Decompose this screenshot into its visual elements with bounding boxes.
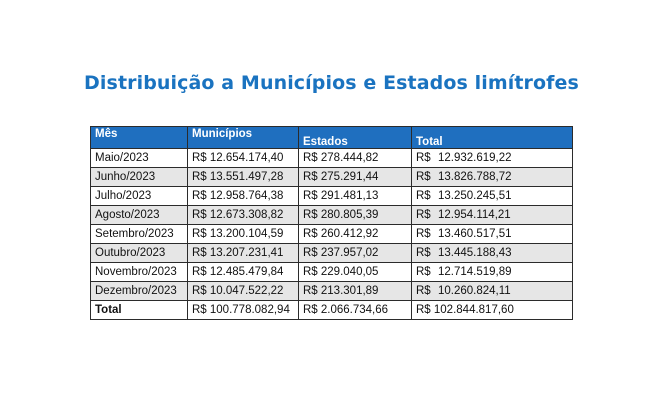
cell-municipios: R$ 12.673.308,82 <box>188 206 299 225</box>
table-row <box>91 149 573 168</box>
header-total: Total <box>412 127 573 149</box>
cell-mes: Julho/2023 <box>91 187 188 206</box>
cell-municipios: R$ 12.958.764,38 <box>188 187 299 206</box>
cell-mes: Junho/2023 <box>91 168 188 187</box>
table-row <box>91 225 573 244</box>
currency-symbol: R$ <box>416 152 431 164</box>
cell-total-label: Total <box>91 301 188 320</box>
cell-municipios: R$ 12.485.479,84 <box>188 263 299 282</box>
cell-total-estados: R$ 2.066.734,66 <box>299 301 412 320</box>
cell-municipios: R$ 12.654.174,40 <box>188 149 299 168</box>
cell-municipios: R$ 13.207.231,41 <box>188 244 299 263</box>
cell-estados: R$ 280.805,39 <box>299 206 412 225</box>
table-row <box>91 282 573 301</box>
cell-total <box>412 263 573 282</box>
cell-total <box>412 168 573 187</box>
table-header-row <box>91 127 573 149</box>
currency-symbol: R$ <box>416 247 431 259</box>
currency-symbol: R$ <box>416 228 431 240</box>
total-value: 13.250.245,51 <box>438 190 512 202</box>
cell-total <box>412 149 573 168</box>
cell-mes: Outubro/2023 <box>91 244 188 263</box>
table-total-row <box>91 301 573 320</box>
cell-estados: R$ 291.481,13 <box>299 187 412 206</box>
total-value: 13.445.188,43 <box>438 247 512 259</box>
cell-estados: R$ 229.040,05 <box>299 263 412 282</box>
total-value: 13.460.517,51 <box>438 228 512 240</box>
table-row <box>91 206 573 225</box>
table-row <box>91 263 573 282</box>
cell-estados: R$ 237.957,02 <box>299 244 412 263</box>
cell-total <box>412 282 573 301</box>
cell-total <box>412 187 573 206</box>
header-mes: Mês <box>91 127 188 149</box>
header-estados: Estados <box>299 127 412 149</box>
total-value: 12.954.114,21 <box>438 209 511 221</box>
cell-mes: Agosto/2023 <box>91 206 188 225</box>
total-value: 13.826.788,72 <box>438 171 512 183</box>
header-municipios: Municípios <box>188 127 299 149</box>
cell-estados: R$ 275.291,44 <box>299 168 412 187</box>
total-value: 12.714.519,89 <box>438 266 512 278</box>
page-title: Distribuição a Municípios e Estados limítrofes <box>84 72 579 94</box>
cell-total-total: R$ 102.844.817,60 <box>412 301 573 320</box>
table-row <box>91 168 573 187</box>
cell-mes: Maio/2023 <box>91 149 188 168</box>
distribution-table <box>90 126 573 320</box>
cell-mes: Setembro/2023 <box>91 225 188 244</box>
currency-symbol: R$ <box>416 190 431 202</box>
cell-municipios: R$ 13.551.497,28 <box>188 168 299 187</box>
currency-symbol: R$ <box>416 171 431 183</box>
total-value: 10.260.824,11 <box>438 285 511 297</box>
cell-municipios: R$ 13.200.104,59 <box>188 225 299 244</box>
cell-mes: Dezembro/2023 <box>91 282 188 301</box>
cell-total-municipios: R$ 100.778.082,94 <box>188 301 299 320</box>
currency-symbol: R$ <box>416 285 431 297</box>
cell-total <box>412 225 573 244</box>
table-row <box>91 187 573 206</box>
cell-mes: Novembro/2023 <box>91 263 188 282</box>
currency-symbol: R$ <box>416 209 431 221</box>
total-value: 12.932.619,22 <box>438 152 512 164</box>
cell-estados: R$ 278.444,82 <box>299 149 412 168</box>
cell-municipios: R$ 10.047.522,22 <box>188 282 299 301</box>
cell-total <box>412 206 573 225</box>
cell-total <box>412 244 573 263</box>
cell-estados: R$ 260.412,92 <box>299 225 412 244</box>
table-row <box>91 244 573 263</box>
cell-estados: R$ 213.301,89 <box>299 282 412 301</box>
currency-symbol: R$ <box>416 266 431 278</box>
